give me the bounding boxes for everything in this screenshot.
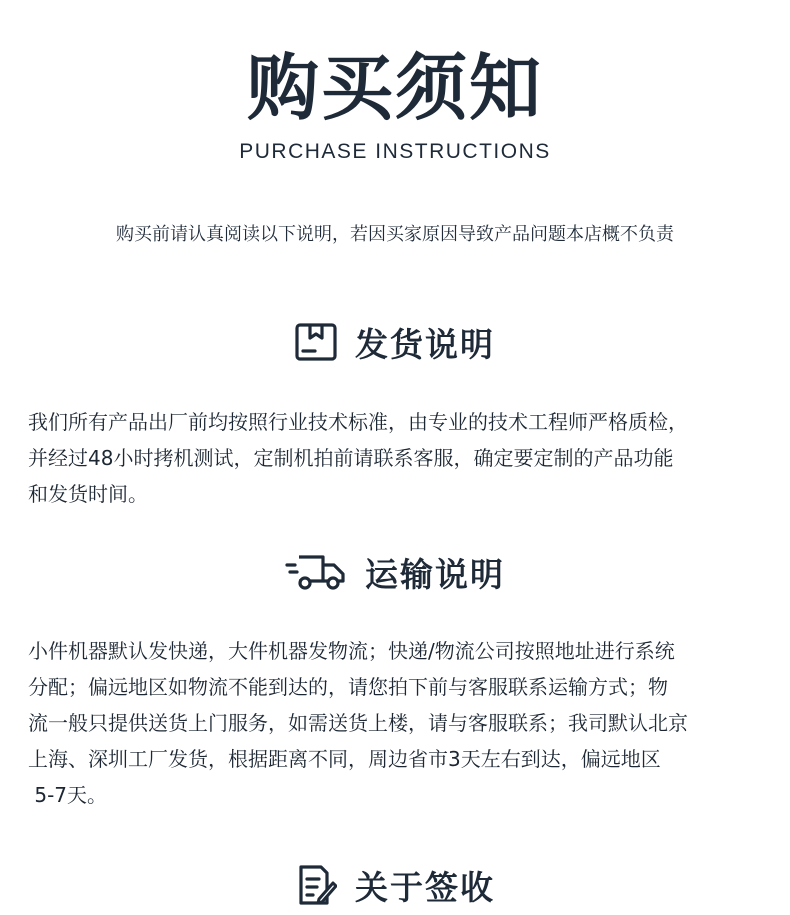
paragraph-line: 流一般只提供送货上门服务，如需送货上楼，请与客服联系；我司默认北京 — [28, 711, 688, 735]
paragraph-line: 上海、深圳工厂发货，根据距离不同，周边省市3天左右到达，偏远地区 — [28, 747, 661, 771]
sign-document-icon — [295, 863, 337, 907]
paragraph-line: 我们所有产品出厂前均按照行业技术标准，由专业的技术工程师严格质检， — [28, 410, 688, 434]
truck-icon — [285, 553, 347, 591]
page-subtitle: PURCHASE INSTRUCTIONS — [239, 140, 551, 163]
paragraph-line: 分配；偏远地区如物流不能到达的，请您拍下前与客服联系运输方式；物 — [28, 675, 668, 699]
section-header-signing — [0, 860, 790, 910]
paragraph-line: 和发货时间。 — [28, 482, 148, 506]
section-title-transport: 运输说明 — [365, 554, 505, 594]
notice-text: 购买前请认真阅读以下说明，若因买家原因导致产品问题本店概不负责 — [116, 224, 674, 245]
paragraph-line: 并经过48小时拷机测试，定制机拍前请联系客服，确定要定制的产品功能 — [28, 446, 674, 470]
section-title-signing: 关于签收 — [355, 867, 495, 907]
section-body-shipping — [28, 404, 768, 512]
section-header-transport — [0, 547, 790, 597]
paragraph-line: 5-7天。 — [28, 783, 108, 807]
section-title-shipping: 发货说明 — [355, 324, 495, 364]
section-body-transport — [28, 633, 768, 813]
box-icon — [295, 323, 337, 361]
paragraph-line: 小件机器默认发快递，大件机器发物流；快递/物流公司按照地址进行系统 — [28, 639, 675, 663]
section-header-shipping — [0, 317, 790, 367]
page-title: 购买须知 — [246, 46, 543, 130]
